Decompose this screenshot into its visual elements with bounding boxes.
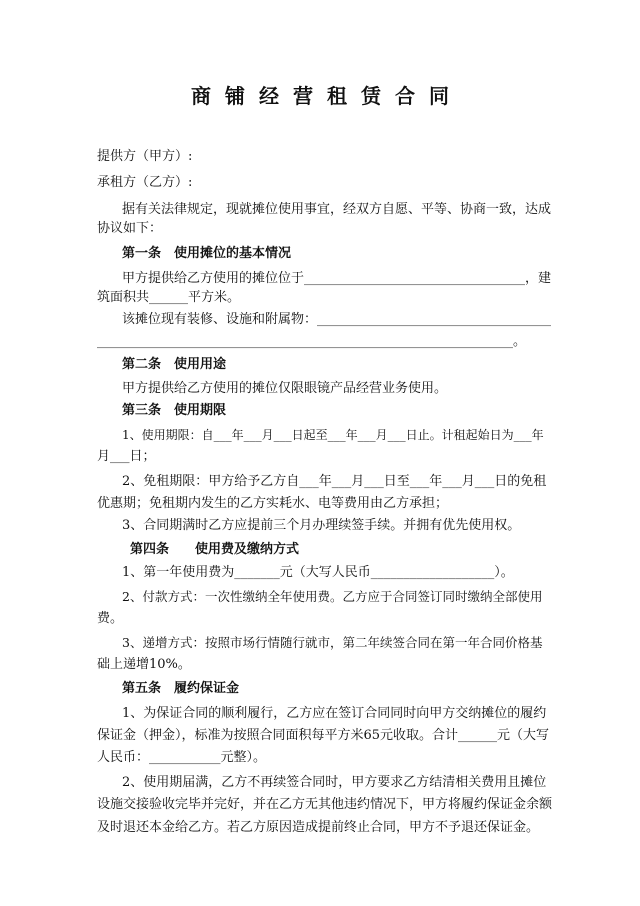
paragraph-line: 费。: [97, 611, 124, 626]
paragraph-line: 该摊位现有装修、设施和附属物：____________________________________: [122, 312, 552, 327]
article-heading: 第三条 使用期限: [122, 403, 227, 418]
paragraph-line: 人民币：___________元整）。: [97, 750, 267, 765]
party-a-line: 提供方（甲方）:: [97, 149, 193, 164]
paragraph-line: 础上递增10%。: [97, 657, 191, 672]
preamble-line: 据有关法律规定，现就摊位使用事宜，经双方自愿、平等、协商一致，达成: [122, 202, 552, 217]
article-heading: 第一条 使用摊位的基本情况: [122, 246, 292, 261]
article-heading: 第五条 履约保证金: [122, 681, 240, 696]
paragraph-line: 2、使用期届满，乙方不再续签合同时，甲方要求乙方结清相关费用且摊位: [122, 775, 547, 790]
paragraph-line: 甲方提供给乙方使用的摊位仅限眼镜产品经营业务使用。: [122, 381, 448, 396]
paragraph-line: 设施交接验收完毕并完好，并在乙方无其他违约情况下，甲方将履约保证金余额: [97, 797, 553, 812]
paragraph-line: 3、递增方式：按照市场行情随行就市，第二年续签合同在第一年合同价格基: [122, 635, 543, 650]
article-heading: 第四条 使用费及缴纳方式: [130, 542, 300, 557]
paragraph-line: 甲方提供给乙方使用的摊位位于__________________________________，建: [122, 271, 552, 286]
paragraph-line: 1、为保证合同的顺利履行，乙方应在签订合同同时向甲方交纳摊位的履约: [122, 706, 547, 721]
paragraph-line: 及时退还本金给乙方。若乙方原因造成提前终止合同，甲方不予退还保证金。: [97, 820, 540, 835]
document-title: 商铺经营租赁合同: [191, 84, 463, 108]
paragraph-line: 2、免租期限：甲方给予乙方自___年___月___日至___年___月___日的免租: [122, 474, 547, 489]
party-b-line: 承租方（乙方）:: [97, 175, 193, 190]
paragraph-line: ________________________________________________________________。: [97, 334, 526, 349]
article-heading: 第二条 使用用途: [122, 357, 227, 372]
paragraph-line: 1、第一年使用费为_______元（大写人民币___________________）。: [122, 565, 514, 580]
paragraph-line: 月___日；: [97, 449, 156, 464]
paragraph-line: 筑面积共______平方米。: [97, 290, 241, 305]
paragraph-line: 保证金（押金），标准为按照合同面积每平方米65元收取。合计______元（大写: [97, 728, 550, 743]
preamble-line: 协议如下：: [97, 221, 163, 236]
paragraph-line: 优惠期；免租期内发生的乙方实耗水、电等费用由乙方承担；: [97, 496, 449, 511]
paragraph-line: 3、合同期满时乙方应提前三个月办理续签手续。并拥有优先使用权。: [122, 518, 521, 533]
paragraph-line: 2、付款方式：一次性缴纳全年使用费。乙方应于合同签订同时缴纳全部使用: [122, 589, 543, 604]
paragraph-line: 1、使用期限：自___年___月___日起至___年___月___日止。计租起始日为___年: [122, 428, 544, 442]
